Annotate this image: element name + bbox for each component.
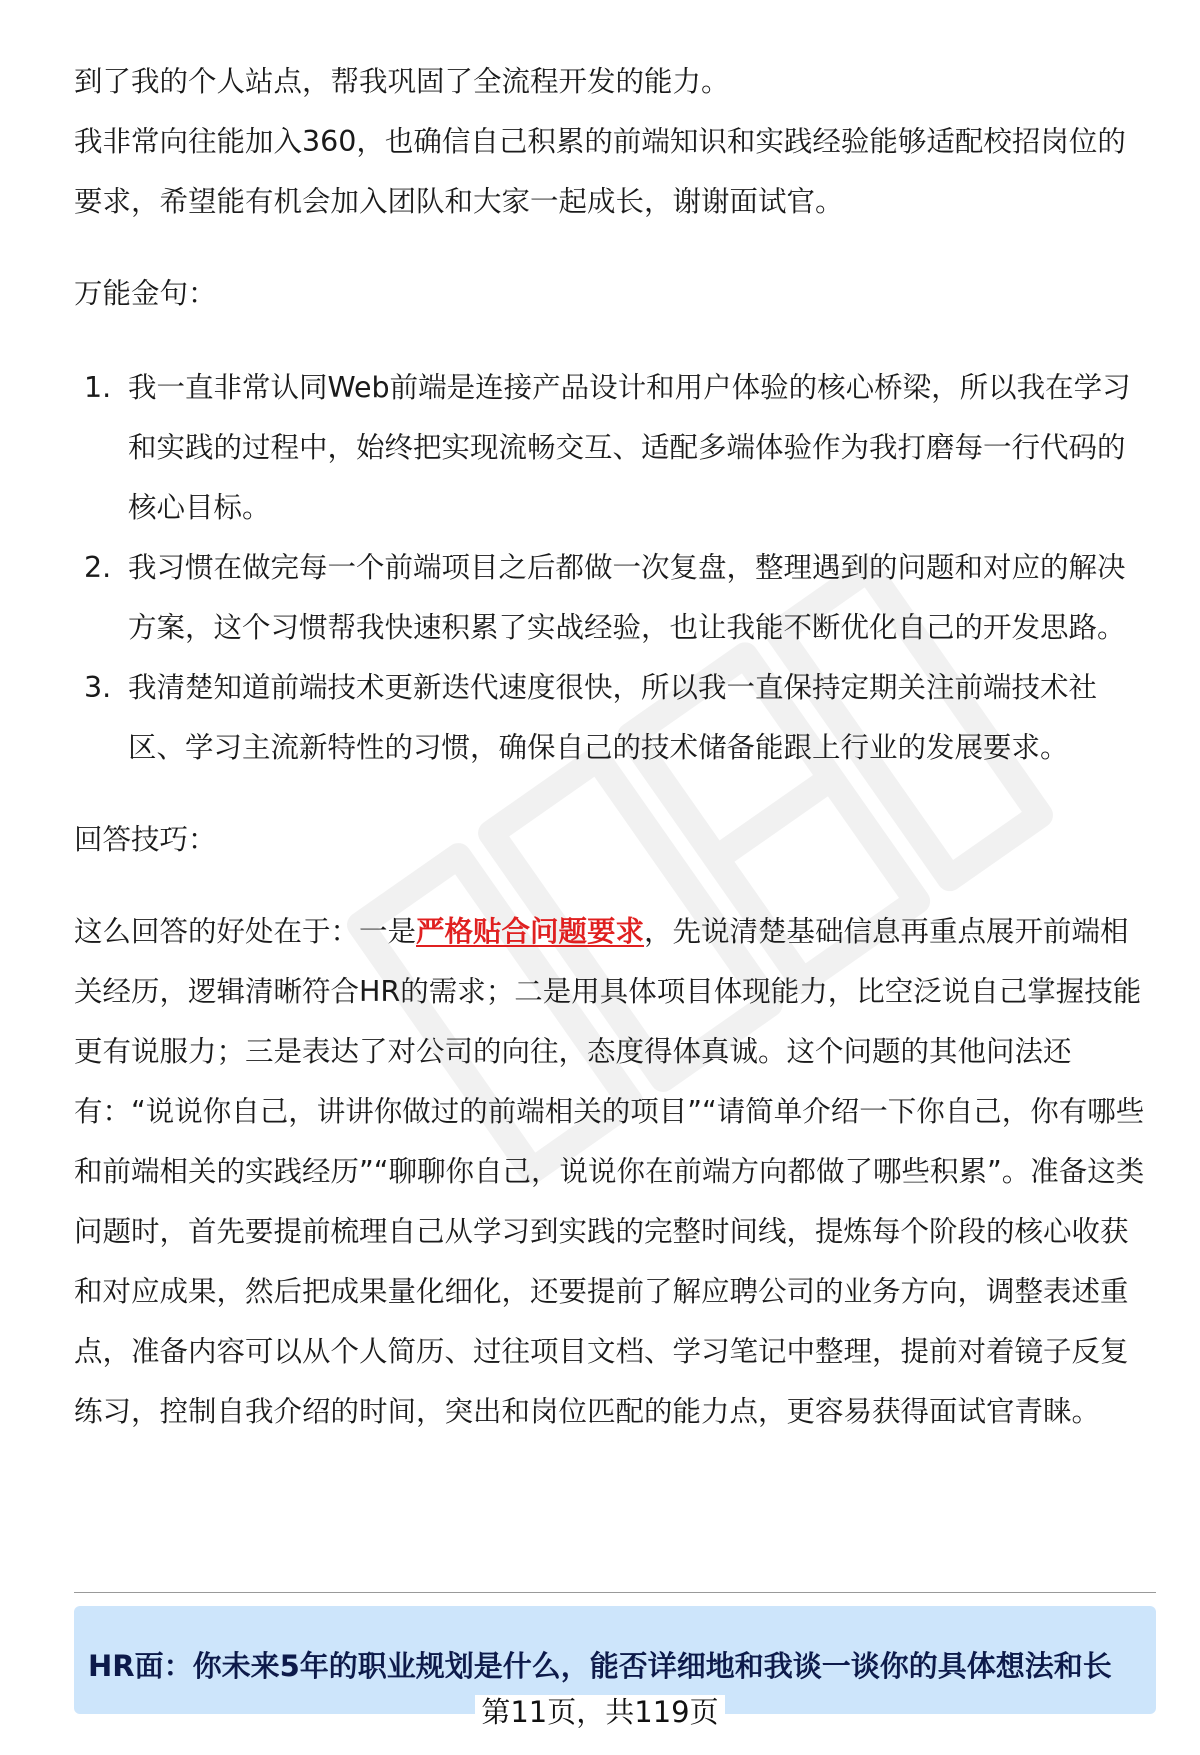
list-number: 3.	[84, 671, 112, 704]
page-number: 第11页，共119页	[475, 1695, 724, 1729]
list-item	[74, 658, 1150, 778]
intro-line-1: 到了我的个人站点，帮我巩固了全流程开发的能力。	[74, 65, 730, 98]
tips-text-before: 这么回答的好处在于：一是	[74, 915, 417, 948]
golden-list	[74, 358, 1150, 778]
list-item-text: 我一直非常认同Web前端是连接产品设计和用户体验的核心桥梁，所以我在学习和实践的过程中，始终把实现流畅交互、适配多端体验作为我打磨每一行代码的核心目标。	[128, 371, 1131, 524]
next-question-title: HR面：你未来5年的职业规划是什么，能否详细地和我谈一谈你的具体想法和长	[88, 1649, 1112, 1683]
list-item	[74, 358, 1150, 538]
tips-highlight: 严格贴合问题要求	[416, 915, 645, 948]
list-item	[74, 538, 1150, 658]
list-number: 2.	[84, 551, 112, 584]
section-divider	[74, 1592, 1156, 1593]
tips-paragraph	[74, 902, 1150, 1442]
list-item-text: 我习惯在做完每一个前端项目之后都做一次复盘，整理遇到的问题和对应的解决方案，这个习惯帮我快速积累了实战经验，也让我能不断优化自己的开发思路。	[128, 551, 1126, 644]
page-footer	[0, 1690, 1200, 1731]
tips-heading: 回答技巧：	[74, 823, 217, 856]
intro-line-2: 我非常向往能加入360，也确信自己积累的前端知识和实践经验能够适配校招岗位的要求，希望能有机会加入团队和大家一起成长，谢谢面试官。	[74, 125, 1126, 218]
main-content	[74, 52, 1150, 1442]
golden-heading: 万能金句：	[74, 277, 217, 310]
tips-text-after: ，先说清楚基础信息再重点展开前端相关经历，逻辑清晰符合HR的需求；二是用具体项目体现能力，比空泛说自己掌握技能更有说服力；三是表达了对公司的向往，态度得体真诚。这个问题的其他问法还有：“说说你自己，讲讲你做过的前端相关的项目”“请简单介绍一下你自己，你有哪些和前端相关的实践经历”“聊聊你自己，说说你在前端方向都做了哪些积累”。准备这类问题时，首先要提前梳理自己从学习到实践的完整时间线，提炼每个阶段的核心收获和对应成果，然后把成果量化细化，还要提前了解应聘公司的业务方向，调整表述重点，准备内容可以从个人简历、过往项目文档、学习笔记中整理，提前对着镜子反复练习，控制自我介绍的时间，突出和岗位匹配的能力点，更容易获得面试官青睐。	[74, 915, 1145, 1428]
list-number: 1.	[84, 371, 112, 404]
list-item-text: 我清楚知道前端技术更新迭代速度很快，所以我一直保持定期关注前端技术社区、学习主流新特性的习惯，确保自己的技术储备能跟上行业的发展要求。	[128, 671, 1098, 764]
